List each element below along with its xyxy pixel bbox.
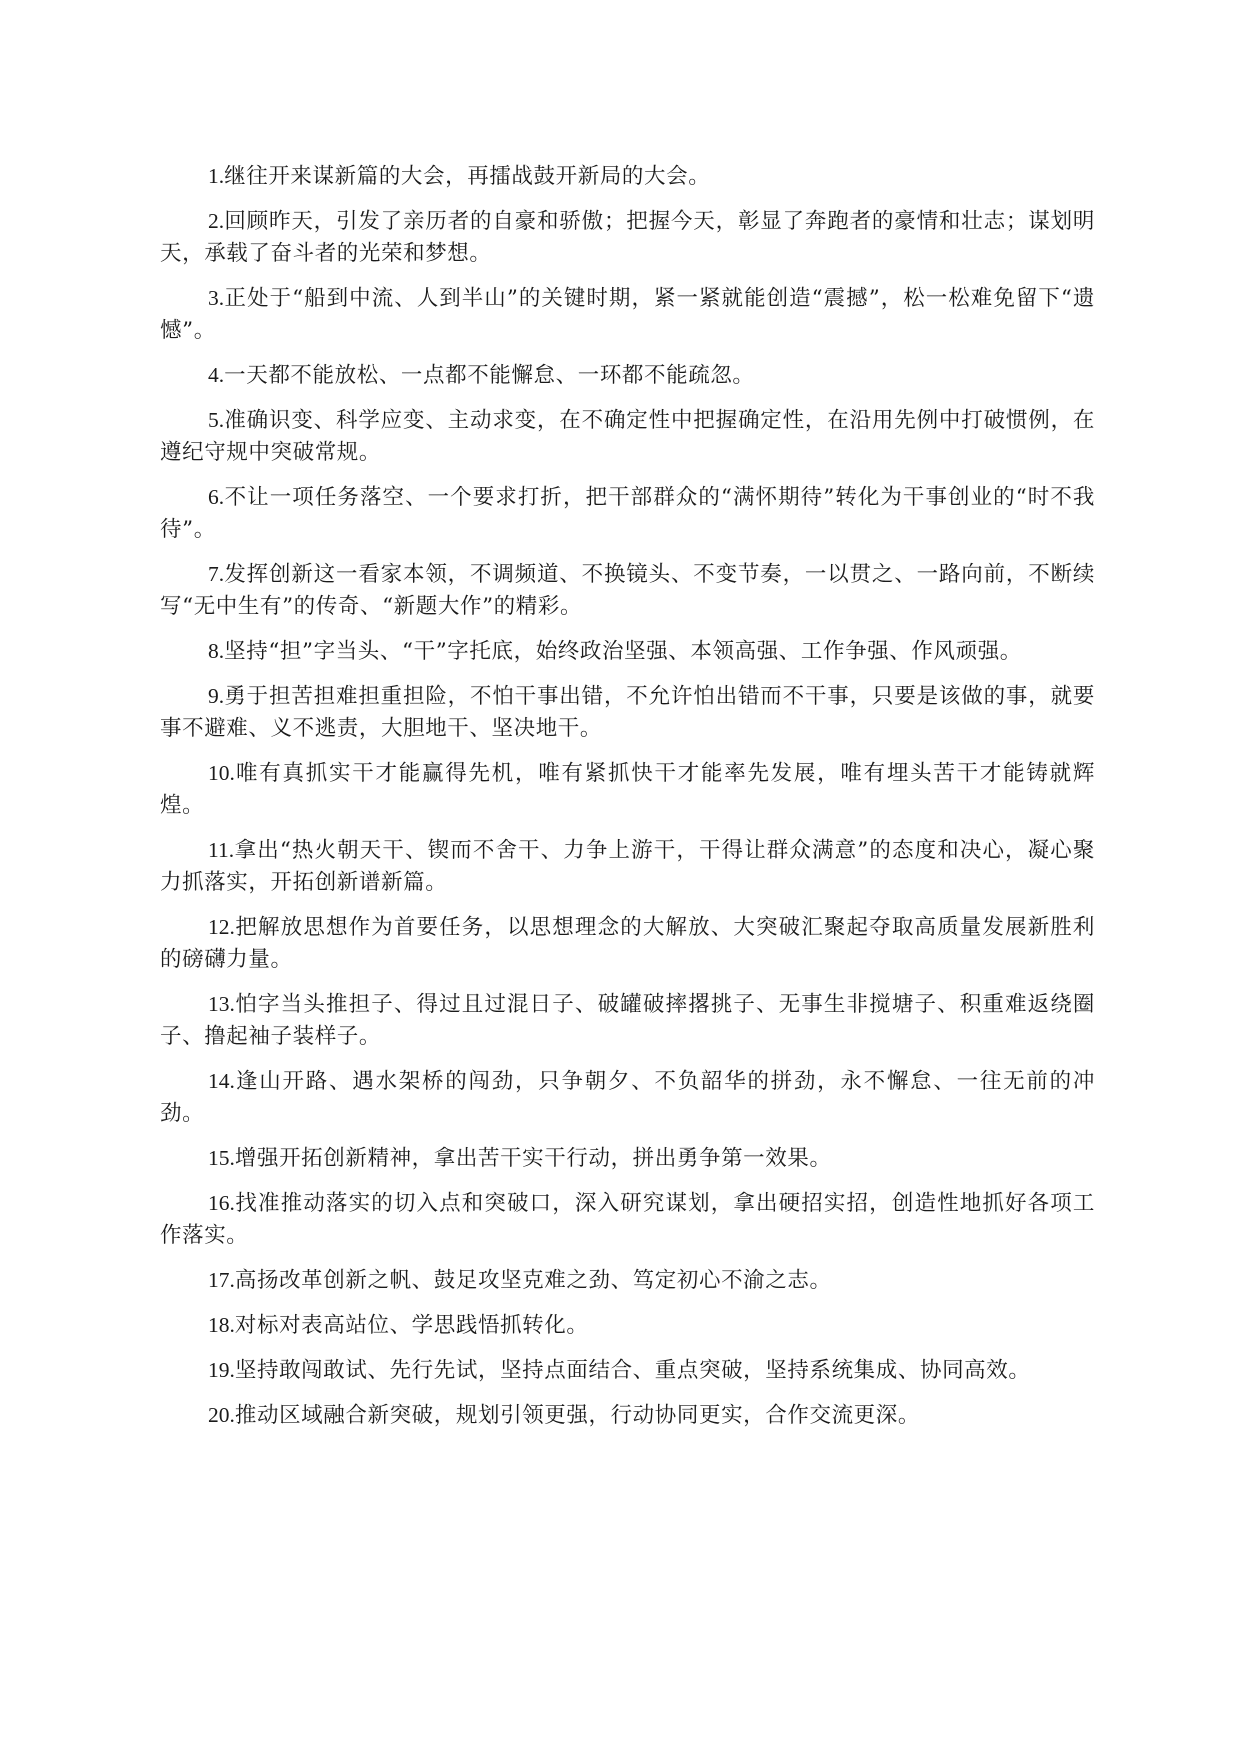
item-text: 把解放思想作为首要任务，以思想理念的大解放、大突破汇聚起夺取高质量发展新胜利的磅礴力量。 [160, 915, 1095, 972]
list-item [160, 911, 1095, 976]
item-number: 15. [208, 1146, 235, 1170]
item-number: 2. [208, 209, 225, 233]
list-item [160, 1309, 1095, 1342]
item-number: 16. [208, 1191, 235, 1215]
item-text: 高扬改革创新之帆、鼓足攻坚克难之劲、笃定初心不渝之志。 [234, 1268, 832, 1293]
item-text: 推动区域融合新突破，规划引领更强，行动协同更实，合作交流更深。 [234, 1403, 920, 1428]
list-item [160, 834, 1095, 899]
item-text: 对标对表高站位、学思践悟抓转化。 [234, 1313, 589, 1338]
item-text: 找准推动落实的切入点和突破口，深入研究谋划，拿出硬招实招，创造性地抓好各项工作落实。 [160, 1191, 1095, 1248]
item-text: 回顾昨天，引发了亲历者的自豪和骄傲；把握今天，彰显了奔跑者的豪情和壮志；谋划明天，承载了奋斗者的光荣和梦想。 [160, 209, 1095, 266]
item-number: 1. [208, 164, 225, 188]
list-item [160, 757, 1095, 822]
item-number: 19. [208, 1358, 235, 1382]
item-number: 8. [208, 639, 225, 663]
item-text: 发挥创新这一看家本领，不调频道、不换镜头、不变节奏，一以贯之、一路向前，不断续写“无中生有”的传奇、“新题大作”的精彩。 [160, 562, 1095, 619]
item-text: 不让一项任务落空、一个要求打折，把干部群众的“满怀期待”转化为干事创业的“时不我待”。 [160, 485, 1095, 542]
item-text: 增强开拓创新精神，拿出苦干实干行动，拼出勇争第一效果。 [234, 1146, 832, 1171]
item-text: 继往开来谋新篇的大会，再擂战鼓开新局的大会。 [224, 164, 711, 189]
item-text: 唯有真抓实干才能赢得先机，唯有紧抓快干才能率先发展，唯有埋头苦干才能铸就辉煌。 [160, 761, 1095, 818]
list-item [160, 404, 1095, 469]
item-text: 正处于“船到中流、人到半山”的关键时期，紧一紧就能创造“震撼”，松一松难免留下“遗憾”。 [160, 286, 1095, 343]
list-item [160, 160, 1095, 193]
list-item [160, 988, 1095, 1053]
item-text: 坚持敢闯敢试、先行先试，坚持点面结合、重点突破，坚持系统集成、协同高效。 [234, 1358, 1031, 1383]
item-text: 准确识变、科学应变、主动求变，在不确定性中把握确定性，在沿用先例中打破惯例，在遵纪守规中突破常规。 [160, 408, 1095, 465]
item-number: 4. [208, 363, 225, 387]
item-text: 怕字当头推担子、得过且过混日子、破罐破摔撂挑子、无事生非搅塘子、积重难返绕圈子、撸起袖子装样子。 [160, 992, 1095, 1049]
item-text: 勇于担苦担难担重担险，不怕干事出错，不允许怕出错而不干事，只要是该做的事，就要事不避难、义不逃责，大胆地干、坚决地干。 [160, 684, 1095, 741]
document-body [160, 160, 1095, 1444]
item-text: 逢山开路、遇水架桥的闯劲，只争朝夕、不负韶华的拼劲，永不懈怠、一往无前的冲劲。 [160, 1069, 1095, 1126]
item-text: 一天都不能放松、一点都不能懈怠、一环都不能疏忽。 [224, 363, 755, 388]
list-item [160, 1399, 1095, 1432]
list-item [160, 1187, 1095, 1252]
item-number: 20. [208, 1403, 235, 1427]
list-item [160, 359, 1095, 392]
item-text: 坚持“担”字当头、“干”字托底，始终政治坚强、本领高强、工作争强、作风顽强。 [224, 639, 1022, 664]
item-number: 7. [208, 562, 225, 586]
item-number: 6. [208, 485, 225, 509]
item-number: 10. [208, 761, 235, 785]
item-number: 17. [208, 1268, 235, 1292]
list-item [160, 558, 1095, 623]
list-item [160, 282, 1095, 347]
item-number: 11. [208, 838, 235, 862]
item-number: 12. [208, 915, 235, 939]
item-text: 拿出“热火朝天干、锲而不舍干、力争上游干，干得让群众满意”的态度和决心，凝心聚力抓落实，开拓创新谱新篇。 [160, 838, 1095, 895]
item-number: 18. [208, 1313, 235, 1337]
list-item [160, 1142, 1095, 1175]
list-item [160, 205, 1095, 270]
list-item [160, 1264, 1095, 1297]
list-item [160, 1354, 1095, 1387]
list-item [160, 635, 1095, 668]
item-number: 14. [208, 1069, 235, 1093]
item-number: 3. [208, 286, 225, 310]
list-item [160, 680, 1095, 745]
item-number: 9. [208, 684, 225, 708]
list-item [160, 481, 1095, 546]
item-number: 13. [208, 992, 235, 1016]
item-number: 5. [208, 408, 225, 432]
list-item [160, 1065, 1095, 1130]
